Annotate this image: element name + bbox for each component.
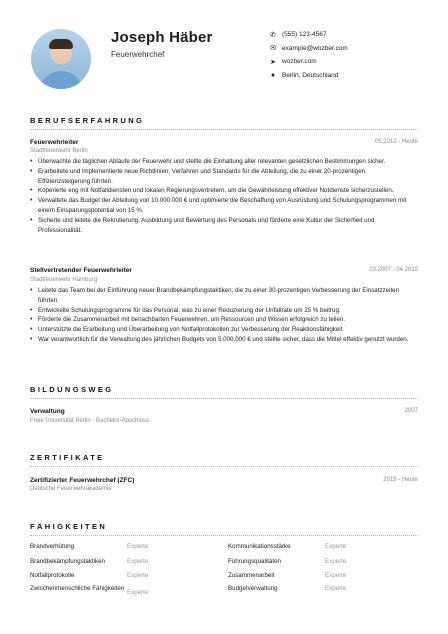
skill-level: Experte [325,585,347,592]
skill-name: Zwischenmenschliche Fähigkeiten [30,585,125,592]
bullet-item: • Sicherte und leitete die Rekrutierung, Ausbildung und Bewertung des Personals und förderte eine Kultur der Sicherheit und Professionalität. [30,216,416,236]
section-title-skills: FÄHIGKEITEN [30,522,108,531]
experience-company: Stadtfeuerwehr Hamburg [30,277,98,283]
bullet-item: • Verwaltete das Budget der Abteilung von 10.000.000 € und optimierte die Beschaffung von Ausrüstung und Schulungsprogrammen mit einem Einsparungspotential von 15 %. [30,196,416,216]
education-title: Verwaltung [30,408,65,415]
contact-email-text[interactable]: example@wozber.com [282,44,348,52]
contact-location-text: Berlin, Deutschland [282,71,339,79]
avatar-hair [49,39,73,49]
experience-company: Stadtfeuerwehr Berlin [30,148,88,154]
certificate-issuer: Deutsche Feuerwehrakademie [30,486,112,492]
bullet-item: • Unterstützte die Erarbeitung und Überarbeitung von Notfallprotokollen zur Verbesserung der Reaktionsfähigkeit. [30,325,416,335]
experience-bullets [30,157,416,235]
bullet-item: • War verantwortlich für die Verwaltung des jährlichen Budgets von 5.000.000 € und stellte sicher, dass die Mittel effektiv genutzt wurden. [30,335,416,345]
skill-name: Führungsqualitäten [228,558,281,565]
bullet-item: • Überwachte die täglichen Abläufe der Feuerwehr und stellte die Einhaltung aller relevanten gesetzlichen Bestimmungen sicher. [30,157,416,167]
bullet-item: • Förderte die Zusammenarbeit mit benachbarten Feuerwehren, um Ressourcen und Wissen erfolgreich zu teilen. [30,315,416,325]
candidate-role: Feuerwehrchef [111,50,165,59]
candidate-name: Joseph Häber [111,29,213,46]
bullet-item: • Entwickelte Schulungsprogramme für das Personal, was zu einer Reduzierung der Unfallrate um 25 % beitrug. [30,306,416,316]
skill-level: Experte [127,543,149,550]
location-icon: ● [270,71,276,79]
certificate-title: Zertifizierter Feuerwehrchef (ZFC) [30,477,135,484]
avatar [31,29,91,89]
skill-name: Notfallprotokolle [30,572,75,579]
section-divider [30,535,418,536]
avatar-shirt [39,71,83,89]
contact-email[interactable] [268,42,348,56]
skill-level: Experte [325,558,347,565]
skill-level: Experte [127,572,149,579]
skill-name: Zusammenarbeit [228,572,275,579]
experience-date: 03.2007 - 04.2012 [369,267,418,273]
skill-level: Experte [325,572,347,579]
contact-phone-text: (555) 123-4567 [282,31,327,39]
education-subtitle: Freie Universität Berlin - Bachelor-Abschluss [30,418,150,424]
experience-bullets [30,286,416,345]
section-title-education: BILDUNGSWEG [30,385,114,394]
contact-website[interactable] [268,55,348,69]
skill-level: Experte [127,558,149,565]
skill-name: Budgetverwaltung [228,585,278,592]
phone-icon: ✆ [270,31,276,39]
section-title-experience: BERUFSERFAHRUNG [30,116,145,125]
section-divider [30,398,418,399]
link-icon: ➤ [270,58,276,66]
experience-title: Feuerwehrleiter [30,139,79,146]
contact-phone [268,28,348,42]
skill-level: Experte [325,543,347,550]
email-icon: ✉ [270,45,276,53]
bullet-item: • Erarbeitete und implementierte neue Richtlinien, Verfahren und Standards für die Abteilung, die zu einer 20-prozentigen Effizienzsteigerung führten. [30,167,416,187]
skill-name: Kommunikationsstärke [228,543,291,550]
education-date: 2007 [404,408,418,414]
skill-name: Brandverhütung [30,543,75,550]
bullet-item: • Koperierte eng mit Notfalldiensten und lokalen Regierungsvertretern, um die Gewährleistung effektiver Notdienste sicherzustellen. [30,186,416,196]
skill-name: Brandbekämpfungstaktiken [30,558,105,565]
section-divider [30,129,418,130]
section-title-certificates: ZERTIFIKATE [30,453,105,462]
experience-date: 05.2012 - Heute [374,139,418,145]
section-divider [30,466,418,467]
contact-location [268,69,348,83]
bullet-item: • Leitete das Team bei der Einführung neuer Brandbekämpfungstaktiken, die zu einer 30-prozentigen Verbesserung der Einsatzzeiten führten. [30,286,416,306]
skill-level: Experte [127,589,149,596]
certificate-date: 2015 - Heute [383,477,418,483]
contact-list [268,28,348,82]
experience-title: Stellvertretender Feuerwehrleiter [30,267,132,274]
contact-website-text[interactable]: wozber.com [282,58,317,66]
